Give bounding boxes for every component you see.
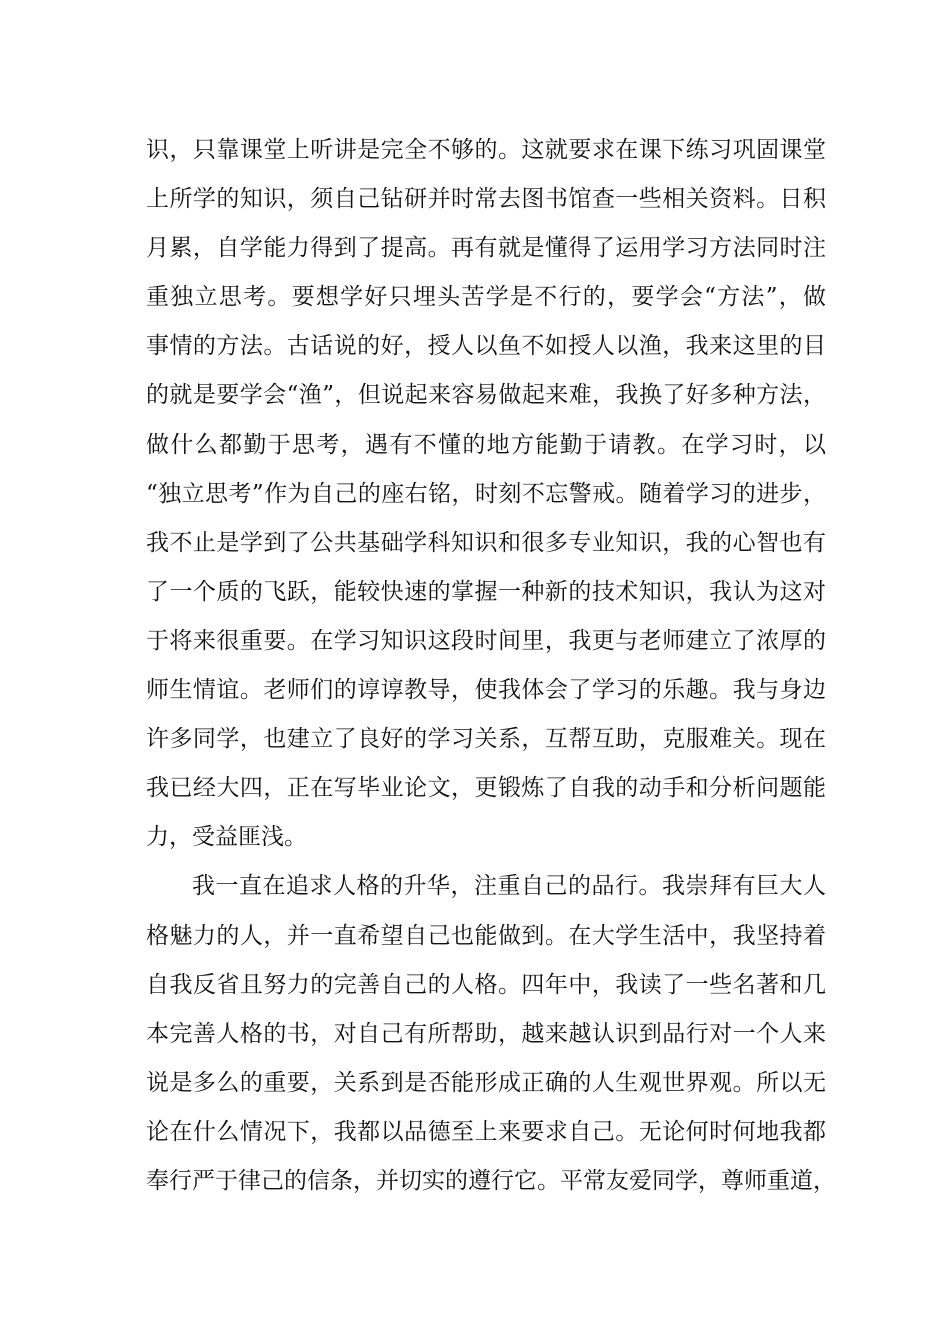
text-line: “独立思考”作为自己的座右铭，时刻不忘警戒。随着学习的进步， (146, 480, 826, 507)
text-line: 的就是要学会“渔”，但说起来容易做起来难，我换了好多种方法， (146, 382, 826, 409)
text-line: 格魅力的人，并一直希望自己也能做到。在大学生活中，我坚持着 (146, 922, 826, 949)
text-line: 论在什么情况下，我都以品德至上来要求自己。无论何时何地我都 (146, 1118, 826, 1145)
text-line: 事情的方法。古话说的好，授人以鱼不如授人以渔，我来这里的目 (146, 333, 826, 360)
paragraph-1 (146, 126, 826, 862)
text-line: 自我反省且努力的完善自己的人格。四年中，我读了一些名著和几 (146, 971, 826, 998)
text-line: 我不止是学到了公共基础学科知识和很多专业知识，我的心智也有 (146, 529, 826, 556)
text-line: 许多同学，也建立了良好的学习关系，互帮互助，克服难关。现在 (146, 726, 826, 753)
text-line: 月累，自学能力得到了提高。再有就是懂得了运用学习方法同时注 (146, 235, 826, 262)
text-line: 师生情谊。老师们的谆谆教导，使我体会了学习的乐趣。我与身边 (146, 677, 826, 704)
text-line: 我一直在追求人格的升华，注重自己的品行。我崇拜有巨大人 (192, 873, 826, 900)
text-line: 本完善人格的书，对自己有所帮助，越来越认识到品行对一个人来 (146, 1020, 826, 1047)
paragraph-2 (146, 862, 836, 1206)
text-line: 力，受益匪浅。 (146, 824, 307, 851)
text-line: 了一个质的飞跃，能较快速的掌握一种新的技术知识，我认为这对 (146, 578, 826, 605)
text-line: 说是多么的重要，关系到是否能形成正确的人生观世界观。所以无 (146, 1069, 826, 1096)
text-line: 做什么都勤于思考，遇有不懂的地方能勤于请教。在学习时，以 (146, 431, 826, 458)
text-line: 上所学的知识，须自己钻研并时常去图书馆查一些相关资料。日积 (146, 186, 826, 213)
text-line: 奉行严于律己的信条，并切实的遵行它。平常友爱同学，尊师重道， (146, 1167, 836, 1194)
text-line: 我已经大四，正在写毕业论文，更锻炼了自我的动手和分析问题能 (146, 775, 826, 802)
document-body (146, 126, 836, 1206)
text-line: 于将来很重要。在学习知识这段时间里，我更与老师建立了浓厚的 (146, 627, 826, 654)
text-line: 识，只靠课堂上听讲是完全不够的。这就要求在课下练习巩固课堂 (146, 137, 826, 163)
text-line: 重独立思考。要想学好只埋头苦学是不行的，要学会“方法”，做 (146, 284, 826, 311)
